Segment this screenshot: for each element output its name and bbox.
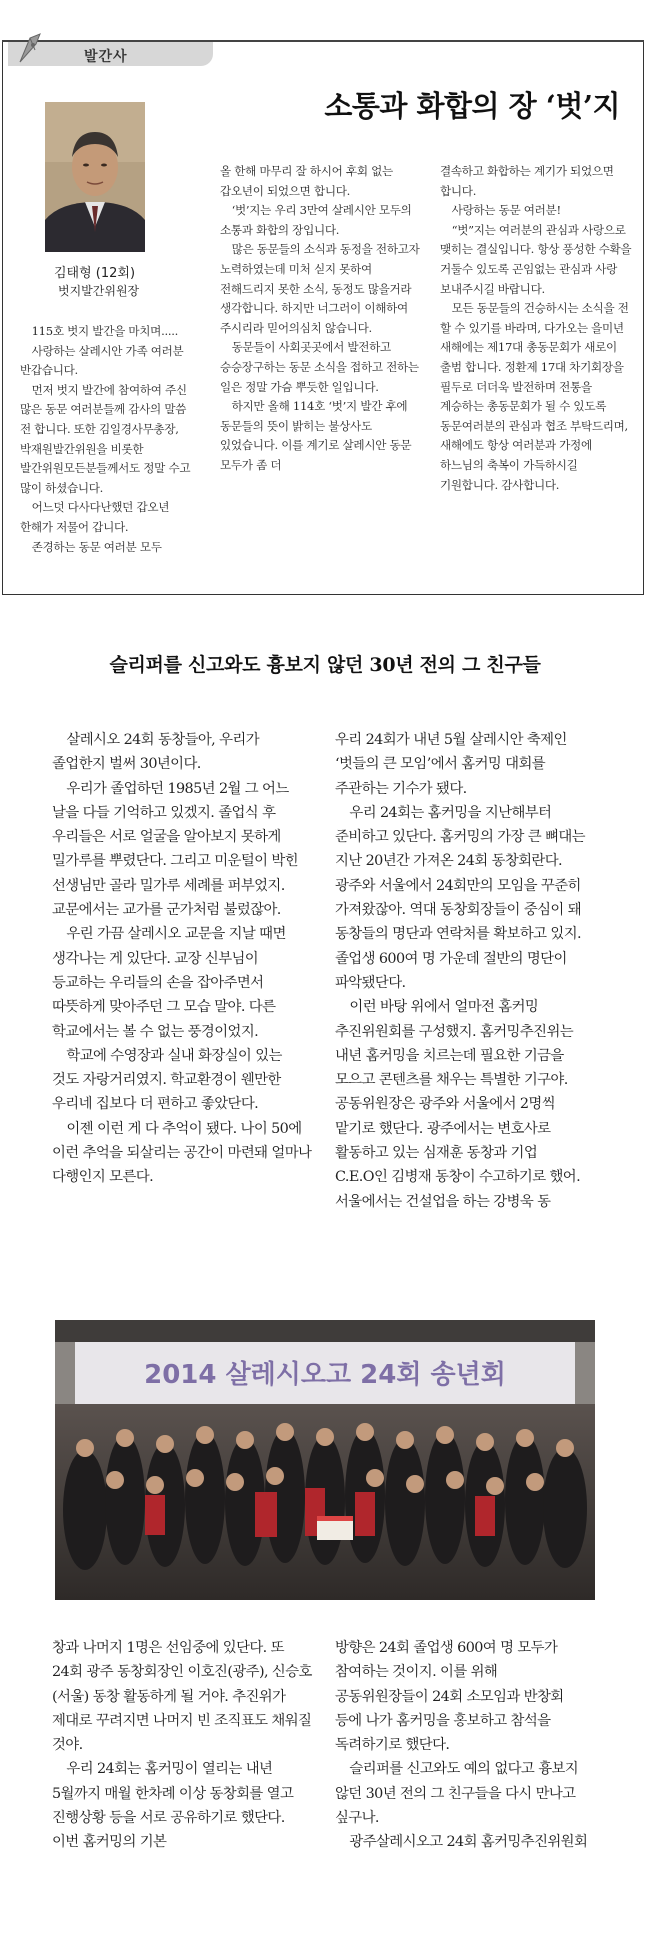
paragraph: 어느덧 다사다난했던 갑오년 한해가 저물어 갑니다. bbox=[20, 500, 170, 534]
article-title: 슬리퍼를 신고와도 흉보지 않던 30년 전의 그 친구들 bbox=[109, 654, 541, 676]
paragraph: 살레시오 24회 동창들아, 우리가 졸업한지 벌써 30년이다. bbox=[52, 732, 260, 773]
paragraph: ‘벗’지는 우리 3만여 살레시안 모두의 소통과 화합의 장입니다. bbox=[220, 203, 412, 237]
paragraph: 슬리퍼를 신고와도 예의 없다고 흉보지 않던 30년 전의 그 친구들을 다시 만나고 싶구나. bbox=[335, 1761, 579, 1827]
author-name: 김태형 (12회) bbox=[54, 266, 136, 281]
article-column-4 bbox=[335, 1636, 591, 1855]
paragraph: 이런 바탕 위에서 얼마전 홈커밍 추진위원회를 구성했지. 홈커밍추진위는 내년 홈커밍을 치르는데 필요한 기금을 모으고 콘텐츠를 채우는 특별한 기구야. 공동위원장은 광주와 서울에서 2명씩 맡기로 했단다. 광주에서는 변호사로 활동하고 있는 심재훈 동창과 기업 C.E.O인 김병재 동창이 수고하기로 했어. 서울에서는 건설업을 하는 강병욱 동 bbox=[335, 999, 581, 1210]
pen-nib-icon bbox=[12, 30, 58, 66]
paragraph: 사랑하는 살레시안 가족 여러분 반갑습니다. bbox=[20, 343, 184, 378]
paragraph: 사랑하는 동문 여러분! bbox=[451, 203, 561, 218]
article-column-3 bbox=[52, 1636, 312, 1855]
article-column-1 bbox=[52, 728, 312, 1190]
paragraph: 창과 나머지 1명은 선임중에 있단다. 또 24회 광주 동창회장인 이호진(광주), 신승호(서울) 동창 활동하게 될 거야. 추진위가 제대로 꾸려지면 나머지 빈 조직표도 채워질 것야. bbox=[52, 1640, 312, 1754]
paragraph: 115호 벗지 발간을 마치며..... bbox=[31, 324, 179, 338]
publisher-note-column-1 bbox=[20, 322, 200, 557]
paragraph: 모든 동문들의 건승하시는 소식을 전 할 수 있기를 바라며, 다가오는 을미년 새해에는 제17대 총동문회가 새로이 출범 합니다. 정환제 17대 차기회장을 필두로 더더욱 발전하며 전통을 계승하는 총동문회가 될 수 있도록 동문여러분의 관심과 협조 부탁드리며, 새해에도 항상 여러분과 가정에 하느님의 축복이 가득하시길 기원합니다. 감사합니다. bbox=[440, 301, 629, 492]
paragraph: 학교에 수영장과 실내 화장실이 있는 것도 자랑거리였지. 학교환경이 웬만한 우리네 집보다 더 편하고 좋았단다. bbox=[52, 1047, 282, 1113]
paragraph: 우리 24회는 홈커밍이 열리는 내년 5월까지 매월 한차례 이상 동창회를 열고 진행상황 등을 서로 공유하기로 했단다. 이번 홈커밍의 기본 bbox=[52, 1761, 294, 1851]
paragraph: 우린 가끔 살레시오 교문을 지날 때면 생각나는 게 있단다. 교장 신부님이 등교하는 우리들의 손을 잡아주면서 따뜻하게 맞아주던 그 모습 말야. 다른 학교에서는 볼 수 없는 풍경이었지. bbox=[52, 926, 286, 1040]
paragraph: 결속하고 화합하는 계기가 되었으면 합니다. bbox=[440, 164, 614, 198]
paragraph: 동문들이 사회곳곳에서 발전하고 승승장구하는 동문 소식을 접하고 전하는 일은 정말 가슴 뿌듯한 일입니다. bbox=[220, 340, 419, 394]
paragraph: 하지만 올해 114호 ‘벗’지 발간 후에 동문들의 뜻이 밝히는 불상사도 있었습니다. 이를 계기로 살레시안 동문 모두가 좀 더 bbox=[220, 399, 412, 472]
paragraph: 많은 동문들의 소식과 동정을 전하고자 노력하였는데 미처 싣지 못하여 전해드리지 못한 소식, 동정도 많을거라 생각합니다. 하지만 너그러이 이해하여 주시리라 믿어의심치 않습니다. bbox=[220, 242, 420, 335]
paragraph: “벗”지는 여러분의 관심과 사랑으로 맺히는 결실입니다. 항상 풍성한 수확을 거둘수 있도록 곤임없는 관심과 사랑 보내주시길 바랍니다. bbox=[440, 222, 632, 296]
paragraph: 올 한해 마무리 잘 하시어 후회 없는 갑오년이 되었으면 합니다. bbox=[220, 164, 393, 198]
group-photo bbox=[55, 1320, 595, 1600]
section-tab-label: 발간사 bbox=[84, 49, 128, 65]
paragraph: 먼저 벗지 발간에 참여하여 주신 많은 동문 여러분들께 감사의 말씀 전 합니다. 또한 김일경사무총장, 박재원발간위원을 비롯한 발간위원모든분들께서도 정말 수고 많이 하셨습니다. bbox=[20, 382, 191, 495]
author-role: 벗지발간위원장 bbox=[58, 284, 140, 298]
paragraph: 우리가 졸업하던 1985년 2월 그 어느 날을 다들 기억하고 있겠지. 졸업식 후 우리들은 서로 얼굴을 알아보지 못하게 밀가루를 뿌렸단다. 그리고 미운털이 박힌 선생님만 골라 밀가루 세례를 퍼부었지. 교문에서는 교가를 군가처럼 불렀잖아. bbox=[52, 780, 298, 919]
paragraph: 우리 24회는 홈커밍을 지난해부터 준비하고 있단다. 홈커밍의 가장 큰 뼈대는 지난 20년간 가져온 24회 동창회란다. 광주와 서울에서 24회만의 모임을 꾸준히 가져왔잖아. 역대 동창회장들이 중심이 돼 동창들의 명단과 연락처를 확보하고 있지. 졸업생 600여 명 가운데 절반의 명단이 파악됐단다. bbox=[335, 804, 585, 991]
publisher-note-title: 소통과 화합의 장 ‘벗’지 bbox=[324, 89, 620, 123]
publisher-note-column-2 bbox=[220, 162, 420, 476]
author-portrait bbox=[45, 102, 145, 252]
paragraph: 우리 24회가 내년 5월 살레시안 축제인 ‘벗들의 큰 모임’에서 홈커밍 대회를 주관하는 기수가 됐다. bbox=[335, 732, 567, 797]
publisher-note-column-3 bbox=[440, 162, 636, 495]
signature: 광주살레시오고 24회 홈커밍추진위원회 bbox=[349, 1834, 588, 1851]
article-column-2 bbox=[335, 728, 591, 1214]
banner-text: 2014 살레시오고 24회 송년회 bbox=[144, 1360, 506, 1390]
paragraph: 이젠 이런 게 다 추억이 됐다. 나이 50에 이런 추억을 되살리는 공간이 마련돼 얼마나 다행인지 모른다. bbox=[52, 1120, 312, 1186]
paragraph: 존경하는 동문 여러분 모두 bbox=[31, 539, 162, 554]
paragraph: 방향은 24회 졸업생 600여 명 모두가 참여하는 것이지. 이를 위해 공동위원장들이 24회 소모임과 반창회 등에 나가 홈커밍을 홍보하고 참석을 독려하기로 했단다. bbox=[335, 1640, 564, 1754]
